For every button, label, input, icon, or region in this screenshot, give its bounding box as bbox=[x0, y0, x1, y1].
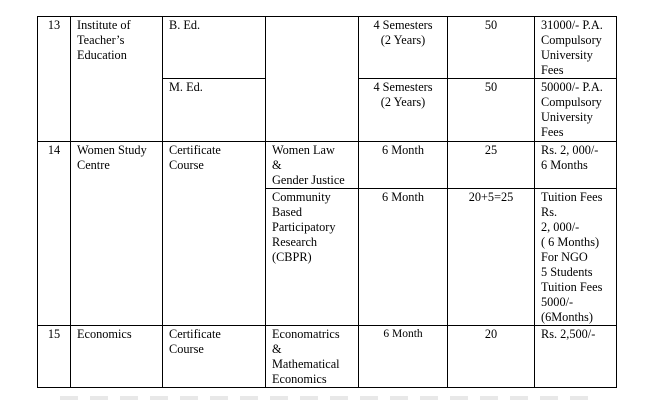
seats-cell: 20 bbox=[448, 326, 535, 388]
course-cell: B. Ed. bbox=[163, 17, 266, 79]
table-row bbox=[38, 326, 617, 388]
fee-cell: 50000/- P.A. Compulsory University Fees bbox=[535, 79, 617, 142]
courses-table bbox=[37, 16, 617, 388]
duration-cell: 4 Semesters (2 Years) bbox=[359, 79, 448, 142]
subject-cell bbox=[266, 17, 359, 142]
fee-cell: Tuition Fees Rs. 2, 000/- ( 6 Months) For NGO 5 Students Tuition Fees 5000/- (6Months) bbox=[535, 189, 617, 326]
duration-cell: 4 Semesters (2 Years) bbox=[359, 17, 448, 79]
fee-cell: Rs. 2, 000/- 6 Months bbox=[535, 142, 617, 189]
seats-cell: 50 bbox=[448, 79, 535, 142]
table-row bbox=[38, 17, 617, 79]
serial-number-cell: 15 bbox=[38, 326, 71, 388]
cropped-footer-text bbox=[60, 396, 600, 400]
serial-number-cell: 14 bbox=[38, 142, 71, 326]
duration-cell: 6 Month bbox=[359, 189, 448, 326]
department-cell: Women Study Centre bbox=[71, 142, 163, 326]
fee-cell: Rs. 2,500/- bbox=[535, 326, 617, 388]
course-cell: M. Ed. bbox=[163, 79, 266, 142]
duration-cell: 6 Month bbox=[359, 142, 448, 189]
seats-cell: 20+5=25 bbox=[448, 189, 535, 326]
seats-cell: 50 bbox=[448, 17, 535, 79]
seats-cell: 25 bbox=[448, 142, 535, 189]
fee-cell: 31000/- P.A. Compulsory University Fees bbox=[535, 17, 617, 79]
table-row bbox=[38, 142, 617, 189]
subject-cell: Community Based Participatory Research (CBPR) bbox=[266, 189, 359, 326]
course-cell: Certificate Course bbox=[163, 326, 266, 388]
department-cell: Institute of Teacher’s Education bbox=[71, 17, 163, 142]
department-cell: Economics bbox=[71, 326, 163, 388]
subject-cell: Economatrics & Mathematical Economics bbox=[266, 326, 359, 388]
subject-cell: Women Law & Gender Justice bbox=[266, 142, 359, 189]
serial-number-cell: 13 bbox=[38, 17, 71, 142]
course-cell: Certificate Course bbox=[163, 142, 266, 326]
duration-cell: 6 Month bbox=[359, 326, 448, 388]
